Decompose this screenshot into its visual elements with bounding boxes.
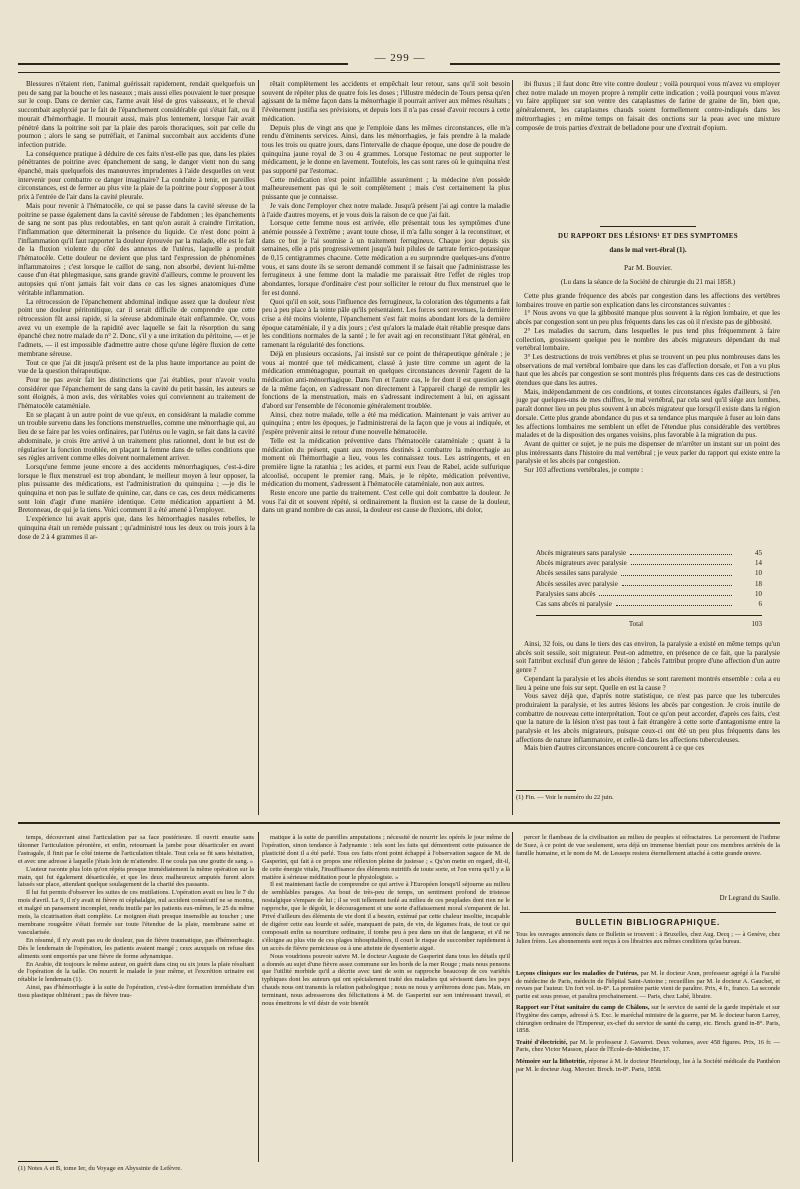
item-title: Mémoire sur la lithotritie, [516, 1057, 587, 1065]
row-value: 45 [755, 549, 762, 557]
paragraph: En résumé, il n'y avait pas eu de douleur, pas de fièvre traumatique, pas d'hémorrhagie. Dès le lendemain de l'opération, les patients avaient mangé ; ceux auxquels on refuse des aliments sont emportés par une fièvre de forme adynamique. [18, 936, 254, 960]
bibliography-rule [520, 912, 776, 913]
column-divider [512, 80, 513, 815]
paragraph: 3° Les destructions de trois vertèbres et plus se trouvent un peu plus nombreuses dans les observations de mal vertébral lombaire que dans les cas d'affection dorsale, et l'on a vu plus haut que les abcès par congestion se sont montrés plus fréquents dans ces cas de destructions étendues que dans les autres. [516, 352, 780, 388]
bottom-middle-column [262, 834, 510, 1164]
item-text: réponse à M. le docteur Heurteloup, lue à la Société médicale du Panthéon par M. le docteur Aug. Mercier. Broch. in-8°. Paris, 1858. [516, 1057, 781, 1073]
paragraph: 1° Nous avons vu que la gibbosité manque plus souvent à la région lombaire, et que les abcès par congestion sont un peu plus fréquents dans les cas où il n'existe pas de gibbosité. [516, 309, 780, 327]
row-label: Abcès sessiles avec paralysie [536, 579, 618, 588]
right-column-top [516, 80, 780, 220]
row-label: Abcès sessiles sans paralysie [536, 569, 618, 578]
header-rule-right [450, 63, 780, 65]
bibliography-list [516, 970, 780, 1077]
list-item [516, 1004, 780, 1034]
paragraph: Blessures n'étaient rien, l'animal guérissait rapidement, rendait quelquefois un peu de sang par la bouche et les naseaux ; mais aussi elles pouvaient le tuer presque sur le coup. Dans ce dernier cas, l'arme avait lésé de gros vaisseaux, et le cheval succombait asphyxié par le fait de l'épanchement considérable qui s'était fait, ou il mourait d'hémorrhagie. Il mourait aussi, mais plus lentement, lorsque l'air avait pénétré dans la poitrine soit par la plaie des parois thoraciques, soit par celle du poumon ; alors le sang se putréfiait, et l'animal succombait aux accidents d'une infection putride. [18, 80, 255, 149]
table-row [536, 599, 762, 609]
total-label: Total [628, 620, 644, 629]
paragraph: La rétrocession de l'épanchement abdominal indique assez que la douleur n'est point une douleur péritonitique, car il serait difficile de comprendre que cette rétrocession fût aussi rapide, si la séreuse abdominale était enflammée. Or, vous avez vu un exemple de la rapidité avec laquelle se fait la résorption du sang épanché chez notre malade du n° 2. Donc, s'il y a une irritation du péritoine, — et je l'admets, — il est impossible d'admettre autre chose qu'une légère fluxion de cette membrane séreuse. [18, 297, 255, 358]
author-signature: Dr Legrand du Saulle. [719, 895, 780, 902]
right-column-lower [516, 292, 780, 532]
paragraph: Quoi qu'il en soit, sous l'influence des ferrugineux, la coloration des téguments a fait peu à peu place à la teinte pâle qu'ils présentaient. Les forces sont revenues, la dernière crise a été moins violente, l'épanchement s'est fait moins abondant lors de la dernière époque cataméniale, il y a dix jours ; c'est qu'alors la malade était rétablie presque dans les conditions normales de la santé ; le fer avait agi en reconstituant l'état général, en ramenant la régularité des fonctions. [262, 297, 510, 350]
paragraph: L'auteur raconte plus loin qu'on répéta presque immédiatement la même opération sur la main, qui fut également désarticulée, et que les deux malheureux amputés furent alors laissés sur place, attendant quelque soulagement de la charité des passants. [18, 865, 254, 889]
section-rule [18, 822, 780, 824]
header-rule-under [18, 72, 780, 73]
paragraph: Vous savez déjà que, d'après notre statistique, ce n'est pas parce que les tubercules produiraient la paralysie, et les autres lésions les abcès par congestion. Je crois inutile de combattre de nouveau cette interprétation. Tout ce qu'on peut accorder, d'après ces faits, c'est que la nature de la lésion n'est pas tout à fait étrangère à cette sorte d'antagonisme entre la paralysie et les abcès migrateurs, puisque ceux-ci ont été un peu plus fréquents dans les affections de nature inflammatoire, et celle-là dans les affections tuberculeuses. [516, 692, 780, 744]
right-column-after-table [516, 640, 780, 786]
article-separator [600, 226, 696, 227]
item-text: par M. le docteur Aran, professeur agrégé à la Faculté de médecine de Paris, médecin de l'hôpital Saint-Antoine ; recueillies par M. le docteur A. Gauchet, et revues par l'auteur. Un fort vol. in-8°. La première partie vient de paraître. Prix, 4 fr., franco. La seconde partie est sous presse, et paraîtra prochainement. — Paris, chez Labé, libraire. [516, 970, 781, 1000]
row-label: Abcès migrateurs sans paralysie [536, 549, 626, 557]
table-row [536, 579, 762, 589]
row-label: Paralysies sans abcès [536, 589, 596, 598]
paragraph: 2° Les maladies du sacrum, dans lesquelles le pus tend plus fréquemment à faire collection, grossissent quelque peu le nombre des abcès migrateurs dépendant du mal vertébral lombaire. [516, 326, 780, 353]
paragraph: Cette plus grande fréquence des abcès par congestion dans les affections des vertèbres lombaires trouve en partie son explication dans les circonstances suivantes : [516, 292, 780, 309]
bottom-left-column [18, 834, 254, 1156]
bibliography-notice: Tous les ouvrages annoncés dans ce Bulletin se trouvent : à Bruxelles, chez Aug. Decq ; — à Genève, chez Julien frères. Les abonnements sont reçus à ces librairies aux mêmes conditions qu'au bureau. [516, 932, 780, 946]
list-item [516, 1039, 780, 1054]
item-title: Rapport sur l'état sanitaire du camp de Châlons, [516, 1004, 650, 1012]
paragraph: matique à la suite de pareilles amputations ; nécessité de nourrir les opérés le jour même de l'opération, sinon tendance à l'adynamie : tels sont les faits qui démontrent cette puissance de plasticité dont il a été parlé. Tous ces faits n'ont point échappé à l'observation sagace de M. de Gasperini, qui fait à ce propos une réflexion pleine de justesse ; « Qu'on mette en regard, dit-il, de cette énergie vitale, l'insuffisance des éléments nutritifs de toute sorte, et l'on verra qu'il y a là matière à sérieuse méditation pour le physiologiste. » [262, 834, 510, 881]
article-subtitle: dans le mal vert-ébral (1). [609, 246, 687, 254]
row-value: 10 [755, 569, 762, 578]
middle-column [262, 80, 510, 812]
article-title: DU RAPPORT DES LÉSIONS¹ ET DES SYMPTOMES [558, 232, 738, 240]
article-author: Par M. Bouvier. [624, 263, 672, 272]
bibliography-title: BULLETIN BIBLIOGRAPHIQUE. [575, 918, 721, 927]
paragraph: Il lui fut permis d'observer les suites de ces mutilations. L'opération avait eu lieu le 7 du mois d'avril. Le 9, il n'y avait ni fièvre ni céphalalgie, nul accident consécutif ne se montra, et malgré un pansement incomplet, rendu inutile par les patients eux-mêmes, le 25 du même mois, la cicatrisation était complète. Le moignon était presque insensible au toucher ; une membrane rougeâtre s'était formée sur toute l'étendue de la plaie, membrane saine et vascularisée. [18, 889, 254, 936]
paragraph: Lorsque cette femme nous est arrivée, elle présentait tous les symptômes d'une anémie poussée à l'extrême ; avant toute chose, il m'a fallu songer à la reconstituer, et dans ce but je l'ai soumise à un traitement ferrugineux. Chaque jour depuis six semaines, elle a pris progressivement jusqu'à huit pilules de tartrate ferrico-potassique de 0,15 centigrammes chacune. Cette médication a eu surprendre quelques-uns d'entre vous, et sans doute ils se seront demandé comment il se faisait que j'administrasse les ferrugineux à une femme dont la maladie me paraissait être l'effet de règles trop abondantes, lorsque d'ordinaire c'est pour solliciter le retour du flux menstruel que le fer est donné. [262, 219, 510, 297]
paragraph: Mais, indépendamment de ces conditions, et toutes circonstances égales d'ailleurs, si j'en juge par quelques-uns de mes chiffres, le mal vertébral, par cela seul qu'il siège aux lombes, paraît donner lieu un peu plus souvent à un abcès migrateur que lorsqu'il existe dans la région dorsale. Cette plus grande abondance du pus et sa tendance plus marquée à fuser au loin dans les affections lombaires me semblent un effet de l'étendue plus considérable des vertèbres malades et de la disposition des organes voisins, plus favorable à la migration du pus. [516, 387, 780, 440]
paragraph: ibi fluxus ; il faut donc être vite contre douleur ; voilà pourquoi vous m'avez vu employer chez notre malade un moyen propre à remplir cette indication ; voilà pourquoi vous m'avez vu faire appliquer sur son ventre des cataplasmes de farine de graine de lin, bien que, généralement, les cataplasmes chauds soient formellement contre-indiqués dans les métrorrhagies ; en même temps on faisait des onctions sur la peau avec une mixture composée de trois parties d'extrait de belladone pour une d'extrait d'opium. [516, 80, 780, 132]
paragraph: Nous voudrions pouvoir suivre M. le docteur Auguste de Gasperini dans tous les détails qu'il a donnés au sujet d'une fièvre assez commune sur les bords de la mer Rouge ; mais nous pensons que l'utilité morbide qu'il a décrite avec tant de soin se rapproche beaucoup de ces variétés typhiques dont les auteurs qui ont spécialement traité des maladies qui sévissent dans les pays chauds nous ont transmis la relation pathologique ; nous ne nous y arrêterons donc pas. Mais, en terminant, nous adresserons des félicitations à M. de Gasperini sur son intéressant travail, et nous émettrons le vif désir de voir bientôt [262, 952, 510, 1008]
page-number: — 299 — [374, 52, 426, 64]
item-title: Traité d'électricité, [516, 1038, 568, 1046]
item-text: par M. le professeur J. Gavarret. Deux volumes, avec 458 figures. Prix, 16 fr. — Paris, chez Victor Masson, place de l'École-de-Médecine, 17. [516, 1038, 781, 1054]
row-label: Abcès migrateurs avec paralysie [536, 559, 627, 568]
paragraph: Mais bien d'autres circonstances encore concourent à ce que ces [524, 744, 705, 753]
table-row [536, 548, 762, 558]
header-rule-left [18, 63, 348, 65]
paragraph: Ainsi, 32 fois, ou dans le tiers des cas environ, la paralysie a existé en même temps qu'un abcès soit sessile, soit migrateur. Peut-on admettre, en présence de ce fait, que la paralysie soit l'attribut exclusif d'un genre de lésion ; l'abcès l'attribut propre d'une affection d'un autre genre ? [516, 640, 780, 675]
paragraph: temps, découvrant ainsi l'articulation par sa face postérieure. Il ouvrit ensuite sans tâtonner l'articulation péronière, et enfin, retournant la jambe pour désarticuler en avant l'astragale, il finit par le côté interne de l'articulation tibiale. Tout cela se fit sans hésitation, et avec une adresse à laquelle j'étais loin de m'attendre. Il ne coula pas une goutte de sang. » [18, 834, 254, 865]
paragraph: Cependant la paralysie et les abcès étendus se sont rarement montrés ensemble : cela a eu lieu à peine une fois sur sept. Quelle en est la cause ? [516, 674, 780, 692]
paragraph: Lorsqu'une femme jeune encore a des accidents ménorrhagiques, c'est-à-dire lorsque le flux menstruel est trop abondant, le meilleur moyen à leur opposer, la plus puissante des médications, est l'administration du quinquina ; —je dis le quinquina et non pas le sulfate de quinine, car, dans ce cas, ces deux médicaments sont loin d'agir d'une manière identique. Cette médication appartient à M. Bretonneau, de qui je la tiens. Voici comment il a été amené à l'employer. [18, 462, 255, 515]
paragraph: Ainsi, chez notre malade, telle a été ma médication. Maintenant je vais arriver au quinquina ; entre les époques, je l'administrerai de la façon que je vous ai indiquée, et j'espère prévenir ainsi le retour d'une nouvelle hématocèle. [262, 410, 510, 437]
column-divider [258, 832, 259, 1162]
paragraph: Telle est la médication préventive dans l'hématocèle cataméniale ; quant à la médication du présent, quant aux moyens destinés à combattre la ménorrhagie au moment où l'hémorrhagie a lieu, vous les connaissez tous. Les astringents, et en première ligne la ratanhia ; les acides, et parmi eux l'eau de Rabel, acide sulfurique alcoolisé, occupent le premier rang. Mais, je le répète, médication préventive, médication du moment, s'adressent à l'hématocèle cataméniale, non aux autres. [262, 436, 510, 489]
paragraph: Cette médication n'est point infaillible assurément ; la médecine n'en possède malheureusement pas qui le soit complètement ; mais c'est certainement la plus puissante que je connaisse. [262, 175, 510, 202]
table-total-row [536, 615, 762, 629]
paragraph: Reste encore une partie du traitement. C'est celle qui doit combattre la douleur. Je vous l'ai dit et souvent répété, si ordinairement la fluxion est la cause de la douleur, dans un grand nombre de cas aussi, la douleur est cause de fluxions, ubi dolor, [262, 489, 510, 515]
paragraph: Avant de quitter ce sujet, je ne puis me dispenser de m'arrêter un instant sur un point des plus intéressants dans l'histoire du mal vertébral ; je veux parler du rapport qui existe entre la paralysie et les abcès par congestion. [516, 439, 780, 466]
bottom-right-column [516, 834, 780, 894]
list-item [516, 1058, 780, 1073]
paragraph: Depuis plus de vingt ans que je l'emploie dans les mêmes circonstances, elle m'a rendu d'éminents services. Ainsi, dans les ménorrhagies, je fais prendre à la malade tous les trois ou quatre jours, dans l'intervalle de chaque époque, une dose de poudre de quinquina jaune royal de 3 ou 4 grammes. Lorsque l'estomac ne peut supporter le médicament, je le donne en lavement. Toutefois, les cas sont rares où le quinquina n'est pas supporté par l'estomac. [262, 123, 510, 176]
footnote-rule [18, 1161, 58, 1162]
paragraph: Tout ce que j'ai dit jusqu'à présent est de la plus haute importance au point de vue de la question thérapeutique. [18, 358, 255, 376]
row-value: 6 [758, 599, 762, 608]
table-row [536, 558, 762, 568]
row-value: 18 [755, 579, 762, 588]
left-column [18, 80, 255, 812]
paragraph: La conséquence pratique à déduire de ces faits n'est-elle pas que, dans les plaies pénétrantes de poitrine avec épanchement de sang, le danger vient non du sang épanché, mais quelquefois des manœuvres imprudentes à l'aide desquelles on veut intervenir pour combattre ce danger imaginaire? La conduite à tenir, en pareilles circonstances, est de fermer au plus vite la plaie de la poitrine pour s'opposer à tout prix à l'entrée de l'air dans la cavité pleurale. [18, 149, 255, 202]
row-value: 14 [755, 559, 762, 568]
row-value: 10 [755, 589, 762, 598]
footnote: (1) Fin. — Voir le numéro du 22 juin. [516, 794, 614, 801]
paragraph: L'expérience lui avait appris que, dans les hémorrhagies nasales rebelles, le quinquina était un remède puissant ; qu'administré tous les deux ou trois jours à la dose de 2 à 4 grammes il ar- [18, 515, 255, 541]
row-label: Cas sans abcès ni paralysie [536, 599, 612, 608]
footnote: (1) Notes A et B, tome Ier, du Voyage en Abyssinie de Lefèvre. [18, 1165, 182, 1172]
paragraph: Ainsi, pas d'hémorrhagie à la suite de l'opération, c'est-à-dire formation immédiate d'un tissu plastique oblitérant ; pas de fièvre trau- [18, 984, 254, 1000]
paragraph: En Arabie, dit toujours le même auteur, on guérit dans cinq ou six jours la plaie résultant de l'opération de la taille. On nourrit le malade le jour même, et l'excrétion urinaire est rétablie le lendemain (1). [18, 960, 254, 984]
list-item [516, 970, 780, 1000]
item-text: sur le service de santé de la garde impériale et sur l'hygiène des camps, adressé à S. Exc. le maréchal ministre de la guerre, par M. le docteur baron Larrey, chirurgien ordinaire de l'Empereur, ex-chef du service de santé du camp, etc. Broch. grand in-8°. Paris, 1858. [516, 1004, 781, 1035]
column-divider [258, 80, 259, 815]
paragraph: Je vais donc l'employer chez notre malade. Jusqu'à présent j'ai agi contre la maladie à l'aide d'autres moyens, et je vous dois la raison de ce que j'ai fait. [262, 201, 510, 219]
paragraph: Il est maintenant facile de comprendre ce qui arrive à l'Européen lorsqu'il séjourne au milieu de semblables parages. Au bout de très-peu de temps, un sentiment profond de tristesse nostalgique s'empare de lui ; il se voit tellement isolé au milieu de ces peuplades dont rien ne le rapproche, que le dégoût, le découragement et une sorte d'affaissement moral s'emparent de lui. Privé d'ailleurs des éléments de vie dont il a besoin, exténué par cette chaleur insolite, incapable de digérer cette eau lourde et salée, manquant de pain, de vin, de légumes frais, de tout ce qui composait enfin sa nourriture ordinaire, il tombe peu à peu dans un état de langueur, et s'il ne s'éloigne au plus vite de ces plages inhospitalières, il court le risque de succomber rapidement à un accès de fièvre pernicieuse ou à une atteinte de dysenterie aiguë. [262, 881, 510, 952]
column-divider [512, 832, 513, 1162]
article-meeting-note: (Lu dans la séance de la Société de chirurgie du 21 mai 1858.) [560, 278, 736, 286]
paragraph: Mais pour revenir à l'hématocèle, ce qui se passe dans la cavité séreuse de la poitrine se passe également dans la cavité séreuse de l'abdomen ; les épanchements de sang ne sont pas plus redoutables, en tant qu'on aurait à craindre l'irritation, l'inflammation que déterminerait la présence du liquide. Ce n'est donc point à l'inflammation qu'il faut rapporter la douleur éprouvée par la malade, elle est le fait de la fluxion violente du côté des annexes de l'utérus, laquelle a produit l'hématocèle. Cette douleur ne devient que plus tard l'expression de phénomènes inflammatoires ; c'est lorsque le caillot de sang, non absorbé, devient lui-même cause d'un état phlegmasique, sans grande gravité d'ailleurs, comme le prouvent les autopsies qui n'ont jamais fait voir dans ce cas les signes anatomiques d'une véritable inflammation. [18, 201, 255, 297]
table-row [536, 589, 762, 599]
paragraph: Pour ne pas avoir fait les distinctions que j'ai établies, pour n'avoir voulu considérer que l'épanchement de sang dans la cavité du petit bassin, les auteurs se sont éloignés, à mon avis, des véritables voies qui conviennent au traitement de l'hématocèle cataméniale. [18, 375, 255, 411]
table-row [536, 568, 762, 578]
paragraph: rêtait complètement les accidents et empêchait leur retour, sans qu'il soit besoin souvent de répéter plus de quatre fois les doses ; l'illustre médecin de Tours pensa qu'en agissant de la même façon dans la ménorrhagie il pourrait arriver aux mêmes résultats ; l'événement justifia ses prévisions, et depuis lors il n'a pas cessé d'avoir recours à cette médication. [262, 80, 510, 123]
paragraph: percer le flambeau de la civilisation au milieu de peuples si réfractaires. Le percement de l'isthme de Suez, à ce point de vue seulement, sera déjà un immense bienfait pour ces membres arriérés de la famille humaine, et le nom de M. de Lesseps restera éternellement attaché à cette grande œuvre. [516, 834, 780, 857]
paragraph: Sur 103 affections vertébrales, je compte : [524, 466, 644, 475]
statistics-table [536, 548, 762, 629]
total-value: 103 [751, 620, 762, 629]
paragraph: En se plaçant à un autre point de vue qu'eux, en considérant la maladie comme un trouble survenu dans les fonctions menstruelles, comme une ménorrhagie qui, au lieu de se faire par les voies ordinaires, par l'utérus ou le vagin, se fait dans la cavité abdominale, je crois être arrivé à un traitement plus rationnel, dont le but est de régulariser la fonction troublée, en plaçant la femme dans de telles conditions que ses règles arrivent comme elles doivent normalement arriver. [18, 410, 255, 463]
item-title: Leçons cliniques sur les maladies de l'utérus, [516, 970, 639, 977]
paragraph: Déjà en plusieurs occasions, j'ai insisté sur ce point de thérapeutique générale ; je vous ai montré que tel médicament, classé à juste titre comme un agent de la médication emménagogue, pourrait en quelques circonstances devenir l'agent de la médication anti-ménorrhagique. Dans l'un et l'autre cas, le fer dont il est question agit de la même façon, en s'adressant non directement à l'appareil chargé de remplir les fonctions de la menstruation, mais en s'adressant indirectement à lui, en agissant d'abord sur l'ensemble de l'économie généralement troublée. [262, 349, 510, 411]
footnote-rule [516, 790, 576, 791]
